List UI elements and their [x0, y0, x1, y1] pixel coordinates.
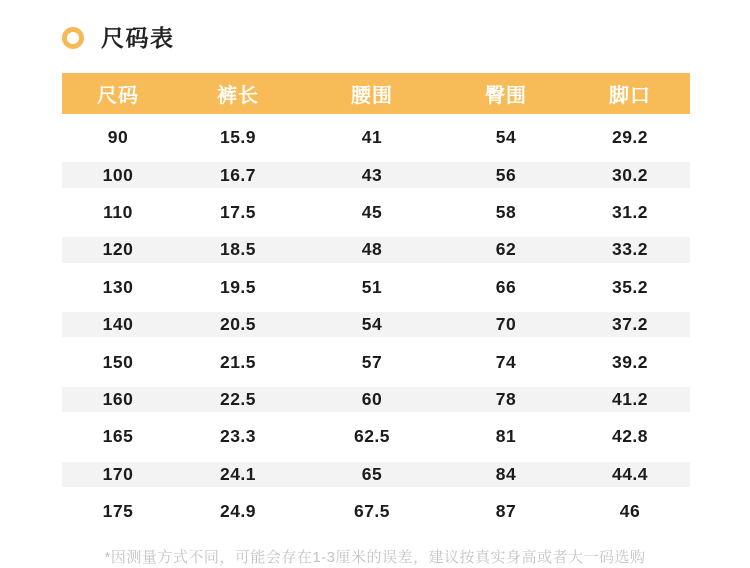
table-cell: 165: [102, 426, 134, 447]
table-cell: 41: [361, 127, 383, 148]
table-cell: 74: [495, 351, 517, 372]
measurement-disclaimer: *因测量方式不同，可能会存在1-3厘米的误差，建议按真实身高或者大一码选购: [104, 549, 646, 567]
table-cell: 23.3: [219, 426, 257, 447]
table-cell: 110: [103, 201, 133, 222]
table-cell: 100: [102, 164, 134, 185]
table-cell: 160: [102, 388, 134, 409]
table-cell: 16.7: [219, 164, 257, 185]
size-table: [62, 73, 690, 530]
column-header-waist: 腰围: [351, 85, 393, 107]
table-cell: 33.2: [611, 239, 649, 260]
table-row: [62, 231, 690, 268]
section-title: 尺码表: [101, 25, 175, 51]
table-cell: 41.2: [611, 388, 649, 409]
table-row: [62, 456, 690, 493]
table-row: [62, 493, 690, 530]
table-cell: 65: [361, 463, 383, 484]
table-cell: 70: [495, 314, 517, 335]
table-cell: 170: [102, 463, 134, 484]
table-cell: 46: [619, 501, 641, 522]
table-cell: 24.1: [219, 463, 257, 484]
table-cell: 130: [102, 276, 134, 297]
table-cell: 18.5: [219, 239, 257, 260]
table-cell: 15.9: [219, 127, 257, 148]
table-body: [62, 114, 690, 530]
table-row: [62, 156, 690, 193]
table-cell: 39.2: [611, 351, 649, 372]
table-cell: 67.5: [353, 501, 391, 522]
table-cell: 56: [495, 164, 517, 185]
table-cell: 45: [361, 201, 383, 222]
table-header-row: [62, 73, 690, 114]
table-cell: 54: [495, 127, 517, 148]
table-cell: 43: [361, 164, 383, 185]
table-cell: 90: [107, 127, 129, 148]
table-row: [62, 418, 690, 455]
section-header: [62, 25, 750, 51]
column-header-size: 尺码: [97, 85, 139, 107]
table-cell: 20.5: [219, 314, 257, 335]
table-cell: 62: [495, 239, 517, 260]
table-cell: 58: [495, 201, 517, 222]
table-cell: 37.2: [611, 314, 649, 335]
table-cell: 24.9: [219, 501, 257, 522]
table-cell: 21.5: [219, 351, 257, 372]
table-cell: 51: [361, 276, 383, 297]
table-cell: 175: [102, 501, 134, 522]
table-cell: 81: [495, 426, 517, 447]
table-cell: 54: [361, 314, 383, 335]
table-cell: 30.2: [611, 164, 649, 185]
table-cell: 44.4: [611, 463, 649, 484]
table-row: [62, 194, 690, 231]
table-cell: 31.2: [611, 201, 649, 222]
table-row: [62, 343, 690, 380]
column-header-leg-opening: 脚口: [609, 85, 651, 107]
table-cell: 87: [495, 501, 517, 522]
table-cell: 22.5: [219, 388, 257, 409]
table-cell: 42.8: [611, 426, 649, 447]
table-row: [62, 381, 690, 418]
table-cell: 62.5: [353, 426, 391, 447]
table-cell: 66: [495, 276, 517, 297]
table-cell: 35.2: [611, 276, 649, 297]
column-header-pants-length: 裤长: [217, 85, 259, 107]
table-row: [62, 119, 690, 156]
table-cell: 120: [102, 239, 134, 260]
table-cell: 78: [495, 388, 517, 409]
table-cell: 140: [102, 314, 134, 335]
table-cell: 57: [361, 351, 383, 372]
table-cell: 150: [102, 351, 134, 372]
table-row: [62, 269, 690, 306]
table-cell: 84: [495, 463, 517, 484]
table-cell: 60: [361, 388, 383, 409]
orange-ring-icon: [62, 27, 84, 49]
table-row: [62, 306, 690, 343]
table-cell: 48: [361, 239, 383, 260]
table-cell: 19.5: [219, 276, 257, 297]
table-cell: 29.2: [611, 127, 649, 148]
column-header-hip: 臀围: [485, 85, 527, 107]
table-cell: 17.5: [219, 201, 257, 222]
